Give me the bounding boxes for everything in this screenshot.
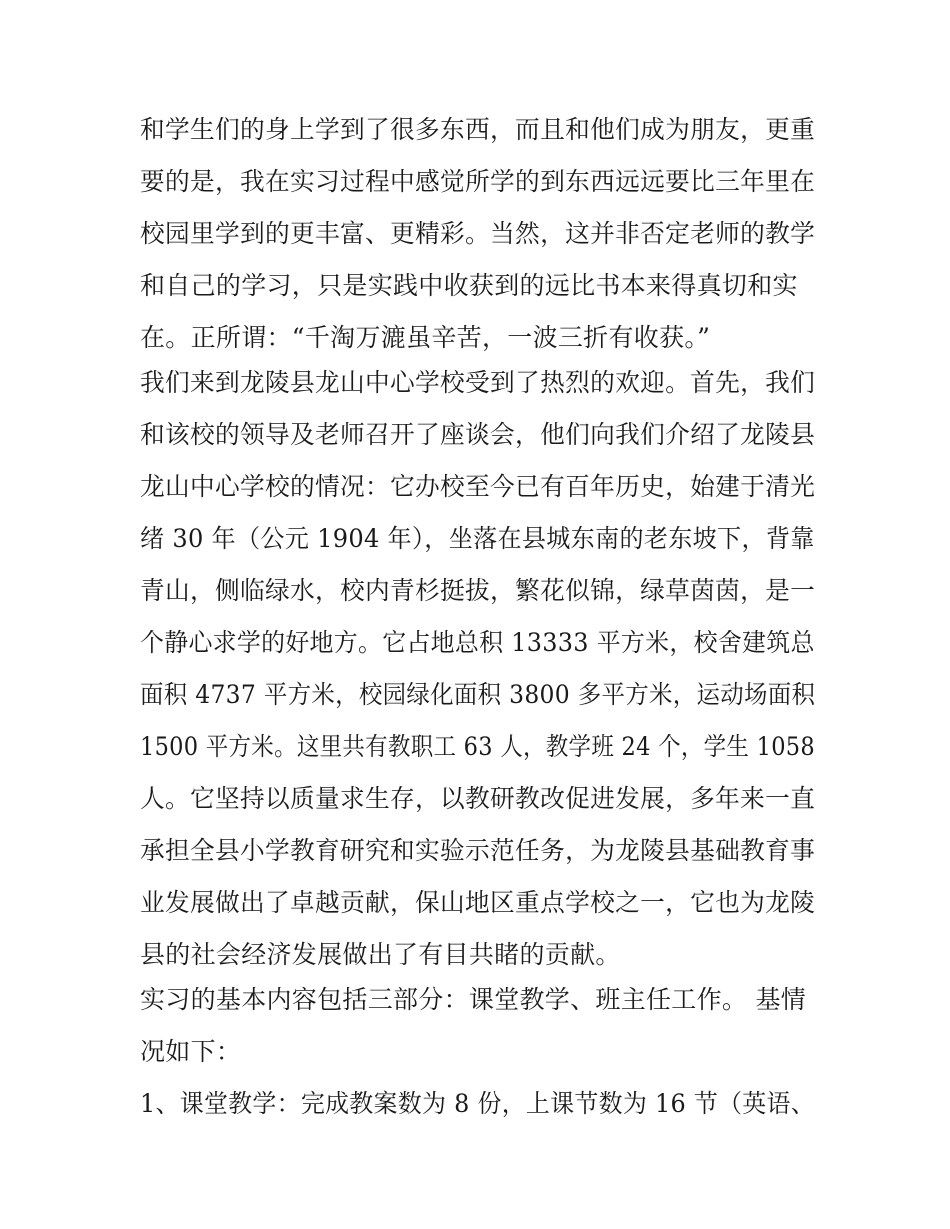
text-line: 青山，侧临绿水，校内青杉挺拔，繁花似锦，绿草茵茵，是一: [140, 576, 816, 605]
text-line: 1500 平方米。这里共有教职工 63 人，教学班 24 个，学生 1058: [140, 732, 815, 761]
text-line: 和该校的领导及老师召开了座谈会，他们向我们介绍了龙陵县: [140, 420, 816, 449]
text-line: 承担全县小学教育研究和实验示范任务，为龙陵县基础教育事: [140, 836, 816, 865]
text-line: 和学生们的身上学到了很多东西，而且和他们成为朋友，更重: [140, 115, 816, 144]
text-line: 个静心求学的好地方。它占地总积 13333 平方米，校舍建筑总: [140, 628, 815, 657]
text-line: 人。它坚持以质量求生存，以教研教改促进发展，多年来一直: [140, 784, 816, 813]
text-line: 业发展做出了卓越贡献，保山地区重点学校之一，它也为龙陵: [140, 888, 816, 917]
text-line: 和自己的学习，只是实践中收获到的远比书本来得真切和实: [140, 271, 798, 300]
text-line: 况如下：: [140, 1037, 242, 1066]
text-line: 实习的基本内容包括三部分：课堂教学、班主任工作。 基情: [140, 985, 807, 1014]
text-line: 在。正所谓：“千淘万漉虽辛苦，一波三折有收获。”: [140, 323, 711, 352]
text-line: 县的社会经济发展做出了有目共睹的贡献。: [140, 940, 621, 969]
text-line: 要的是，我在实习过程中感觉所学的到东西远远要比三年里在: [140, 167, 816, 196]
text-line: 面积 4737 平方米，校园绿化面积 3800 多平方米，运动场面积: [140, 680, 816, 709]
text-line: 绪 30 年（公元 1904 年），坐落在县城东南的老东坡下，背靠: [140, 524, 815, 553]
text-line: 校园里学到的更丰富、更精彩。当然，这并非否定老师的教学: [140, 219, 816, 248]
text-line: 1、课堂教学：完成教案数为 8 份，上课节数为 16 节（英语、: [140, 1089, 815, 1118]
text-line: 我们来到龙陵县龙山中心学校受到了热烈的欢迎。首先，我们: [140, 368, 816, 397]
text-line: 龙山中心学校的情况：它办校至今已有百年历史，始建于清光: [140, 472, 816, 501]
